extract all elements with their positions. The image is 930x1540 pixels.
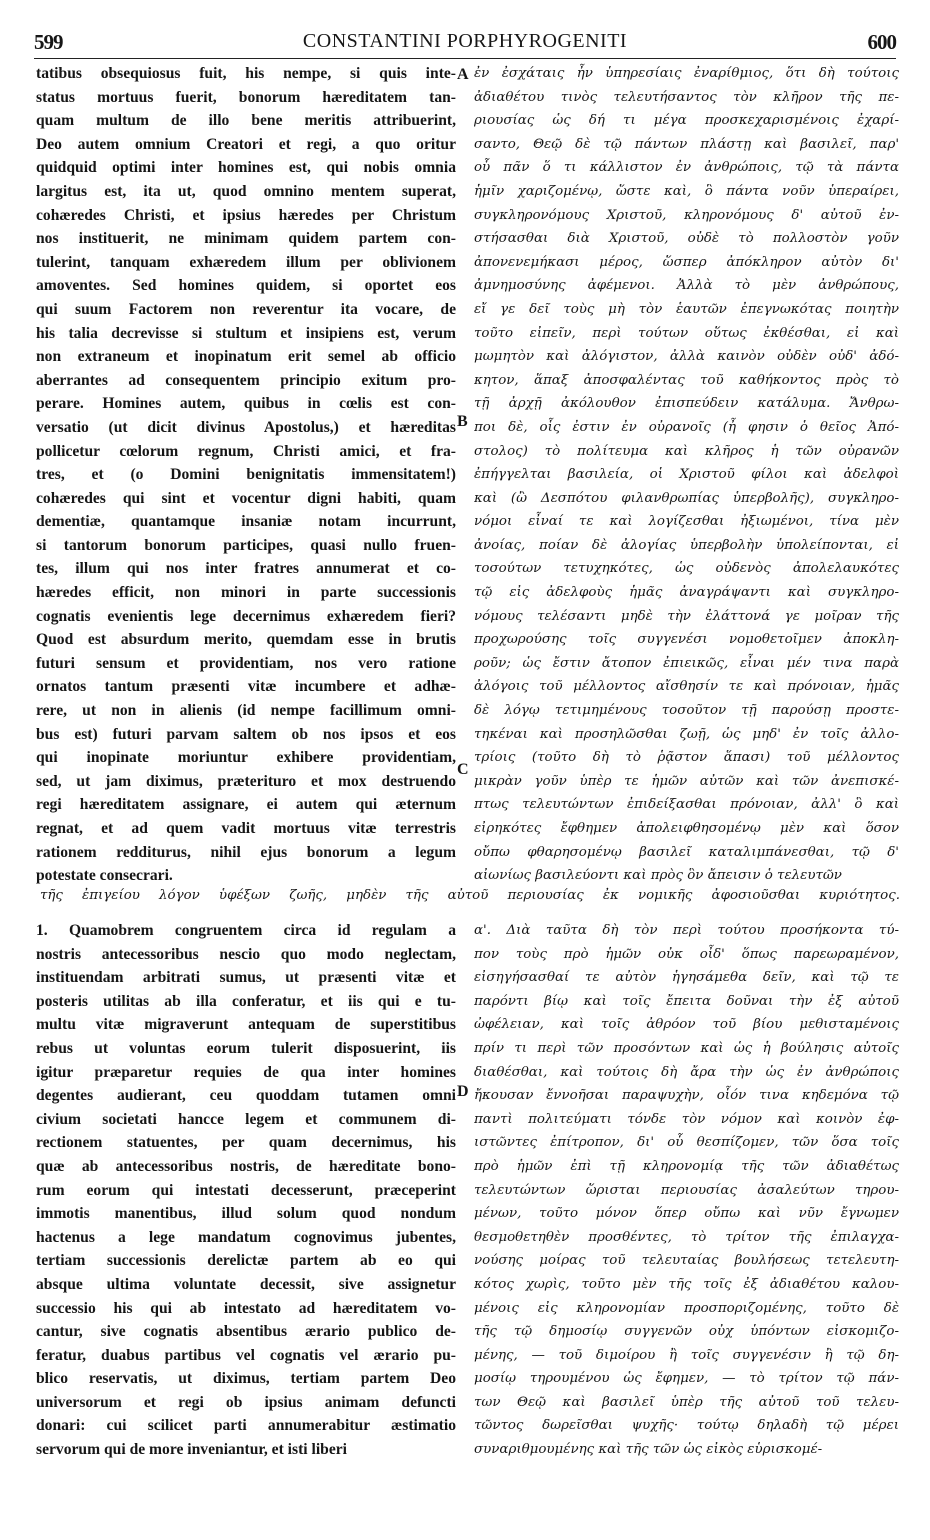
text-line: τρίοις (τοῦτο δὴ τὸ ῥᾷστον ἅπασι) τοῦ μέλλοντος	[474, 750, 899, 766]
text-line: aberrantes ad consequentem principio exitum pro-	[36, 371, 456, 389]
text-line: ἀδιαθέτου τινὸς τελευτήσαντος τὸν κλῆρον τῆς πε-	[474, 89, 899, 105]
text-line: dementiæ, quantamque insaniæ notam incurrunt,	[36, 513, 456, 531]
text-line: rectionem statuentes, per quam decernimus, his	[36, 1134, 456, 1152]
text-line: versatio (ut dicit divinus Apostolus,) et hæreditas	[36, 418, 456, 436]
text-line: posteris utilitas ab illa conferatur, et iis qui e tu-	[36, 992, 456, 1010]
text-line: donari: cui scilicet parti annumerabitur æstimatio	[36, 1417, 456, 1435]
text-line: qui inopinate moriuntur exhibere providentiam,	[36, 749, 456, 767]
text-line: Quod est absurdum merito, quemdam esse in brutis	[36, 631, 456, 649]
text-line: ἀπονενεμήκασι μέρος, ὥσπερ ἀπόκληρον αὐτὸν δι'	[474, 254, 899, 270]
text-line: πρίν τι περὶ τῶν προσόντων καὶ ὡς ἡ βούλησις αὐτοῖς	[474, 1040, 899, 1056]
text-line: νόμοι εἶναί τε καὶ λογίζεσθαι ἠξιωμένοι, τίνα μὲν	[474, 514, 899, 530]
text-line: regnat, et ad quem vadit mortuus vitæ terrestris	[36, 820, 456, 837]
text-line: tertiam successionis derelictæ partem ab eo qui	[36, 1252, 456, 1270]
text-line: ἀλόγοις τοῦ μέλλοντος αἴσθησίν τε καὶ πρόνοιαν, ἡμᾶς	[474, 679, 899, 695]
text-line: πτως τελευτώντων ἐπιδείξασθαι πρόνοιαν, ἀλλ' ὃ καὶ	[474, 797, 899, 813]
text-line: κητον, ἅπαξ ἀποσφαλέντας τοῦ καθήκοντος πρὸς τὸ	[474, 372, 899, 388]
text-line: εἴ γε δεῖ τοὺς μὴ τὸν ἑαυτῶν ἐπεγνωκότας ποιητὴν	[474, 301, 899, 317]
text-line: οὔπω φθαρησομένῳ βασιλεῖ καταλιμπάνεσθαι, τῷ δ'	[474, 844, 899, 860]
text-line: πρὸ ἡμῶν ἐπὶ τῇ κληρονομίᾳ τῆς τῶν ἀδιαθέτως	[474, 1158, 899, 1174]
text-line: ἤκουσαν ἔννοῆσαι παραψυχὴν, οἷόν τινα κηδεμόνα τῷ	[474, 1088, 899, 1104]
greek-column-bottom	[474, 919, 899, 1462]
text-line: multu vitæ migraverunt antequam de superstitibus	[36, 1016, 456, 1034]
text-line: servorum qui de more inveniantur, et isti liberi	[36, 1441, 347, 1459]
text-line: absque ultima voluntate decessit, sive assignetur	[36, 1275, 456, 1293]
margin-marker-d: D	[457, 1083, 469, 1100]
text-line: τῆς τῷ δημοσίῳ συγγενῶν οὐχ ὑπόντων εἰσκομιζο-	[474, 1324, 899, 1340]
header-rule	[34, 58, 896, 59]
text-line: τῶντος δωρεῖσθαι ψυχῆς· τούτῳ δηλαδὴ τῷ μέρει	[474, 1418, 899, 1434]
text-line: των Θεῷ καὶ βασιλεῖ ὑπὲρ τῆς αὐτοῦ τοῦ τελευ-	[474, 1394, 899, 1410]
text-line: πον τοὺς πρὸ ἡμῶν οὐκ οἶδ' ὅπως παρεωραμένον,	[474, 946, 899, 962]
text-line: συναριθμουμένης καὶ τῆς τῶν ὡς εἰκὸς εὑρισκομέ-	[474, 1442, 823, 1458]
text-line: μένοις εἰς κληρονομίαν προσποριζομένης, τοῦτο δὲ	[474, 1300, 899, 1316]
page-number-right: 600	[867, 30, 896, 54]
text-line: νόμους τελέσαντι μηδὲ τὴν ἐλάττονά γε μοῖραν τῆς	[474, 608, 899, 624]
text-line: μοσίῳ τηρουμένου ὡς ἔφημεν, — τὸ τρίτον τῷ πάν-	[474, 1371, 899, 1387]
text-line: τοσούτων τετυχηκότες, ὡς οὐδενὸς ἀπολελαυκότες	[474, 561, 899, 577]
text-line: οὗ πᾶν ὅ τι κάλλιστον ἐν ἀνθρώποις, τῷ τὰ πάντα	[474, 160, 899, 176]
text-line: τῷ εἰς ἀδελφοὺς ἡμᾶς ἀναγράψαντι καὶ συγκληρο-	[474, 585, 899, 601]
text-line: perare. Homines autem, quibus in cœlis est con-	[36, 395, 456, 413]
page-number-left: 599	[34, 30, 63, 54]
text-line: non extraneum et inopinatum erit semel ab officio	[36, 348, 456, 366]
text-line: ἀμνημοσύνης ἀφέμενοι. Ἀλλὰ τὸ μὲν ἀνθρώπους,	[474, 278, 899, 294]
text-line: τῇ ἀρχῇ ἀκόλουθον ἐπισπεύδειν κατάλυμα. Ἄνθρω-	[474, 396, 899, 412]
text-line: status mortuus fuerit, bonorum hæreditatem tan-	[36, 88, 456, 106]
text-line: μωμητὸν καὶ ἀλόγιστον, ἀλλὰ καινὸν οὐδὲν οὐδ' ἀδό-	[474, 349, 899, 365]
text-line: potestate consecrari.	[36, 867, 173, 885]
text-line: igitur præparetur requies de qua inter homines	[36, 1063, 456, 1081]
text-line: ποι δὲ, οἷς ἐστιν ἐν οὐρανοῖς (ἦ φησιν ὁ θεῖος Ἀπό-	[474, 419, 899, 435]
text-line: tres, et (o Domini benignitatis immensitatem!)	[36, 466, 456, 484]
text-line: si tantorum bonorum participes, quasi nullo fruen-	[36, 536, 456, 554]
text-line: αἰωνίως βασιλεύοντι καὶ πρὸς ὃν ἄπεισιν ὁ τελευτῶν	[474, 868, 842, 884]
text-line: quæ ab antecessoribus nostris, de hæreditate bono-	[36, 1157, 456, 1175]
text-line: τελευτώντων ὥρισται περιουσίας ἀσαλεύτων τηρου-	[474, 1182, 899, 1198]
text-line: tes, illum qui nos inter fratres annumerat et co-	[36, 560, 456, 578]
text-line: εἰσηγήσασθαί τε αὐτὸν ἡγησάμεθα δεῖν, καὶ τῷ τε	[474, 970, 899, 986]
text-line: rere, ut non in alienis (id nempe facillimum omni-	[36, 702, 456, 720]
text-line: μένης, — τοῦ διμοίρου ἢ τοῖς συγγενέσιν ἢ τῷ δη-	[474, 1347, 899, 1363]
text-line: instituendam arbitrati sumus, ut præsenti vitæ et	[36, 969, 456, 987]
text-line: sed, ut jam diximus, præterituro et mox destruendo	[36, 772, 456, 790]
text-line: τηκέναι καὶ προσηλῶσθαι ζωῇ, ὡς μηδ' ἐν τοῖς ἀλλο-	[474, 726, 899, 742]
margin-marker-b: B	[457, 413, 468, 430]
text-line: παντὶ πολιτεύματι τόνδε τὸν νόμον καὶ κοινὸν ἐφ-	[474, 1111, 899, 1127]
text-line: universorum et regi ob ipsius animam defuncti	[36, 1393, 456, 1411]
text-line: μένων, τοῦτο μόνον ὅπερ οὔπω καὶ νῦν ἔγνωμεν	[474, 1206, 899, 1222]
text-line: ὠφέλειαν, καὶ τοῖς ἀθρόον τοῦ βίου μεθισταμένοις	[474, 1017, 899, 1033]
text-line: degentes audierant, ceu quoddam tutamen omni	[36, 1087, 456, 1105]
text-line: quam multum de illo bene meritis attribuerint,	[36, 112, 456, 130]
text-line: ornatos tantum præsenti vitæ incumbere et adhæ-	[36, 678, 456, 696]
text-line: hactenus a lege mandatum cognovimus jubentes,	[36, 1228, 456, 1246]
text-line: tatibus obsequiosus fuit, his nempe, si quis inte-	[36, 65, 456, 82]
text-line: blico reservatis, ut diximus, tertiam partem Deo	[36, 1370, 456, 1388]
greek-column-top	[474, 62, 899, 888]
text-line: διαθέσθαι, καὶ τούτοις δὴ ἄρα τὴν ὡς ἐν ἀνθρώποις	[474, 1064, 899, 1080]
text-line: feratur, duabus partibus vel cognatis vel ærario pu-	[36, 1346, 456, 1364]
text-line: rebus ut voluntas eorum tulerit disposuerint, iis	[36, 1039, 456, 1057]
text-line: his talia decrevisse si stultum et insipiens est, verum	[36, 324, 456, 342]
text-line: futuri sensum et providentiam, nos vero ratione	[36, 654, 456, 672]
text-line: regi hæreditatem assignare, ei autem qui æternum	[36, 796, 456, 814]
text-line: rationem redditurus, nihil ejus bonorum a legum	[36, 843, 456, 861]
text-line: cantur, sive cognatis absentibus ærario publico de-	[36, 1323, 456, 1341]
text-line: pollicetur cœlorum regnum, Christi amici, et fra-	[36, 442, 456, 460]
text-line: συγκληρονόμους Χριστοῦ, κληρονόμους δ' αὐτοῦ ἐν-	[474, 207, 899, 223]
text-line: ροῦν; ὡς ἔστιν ἄτοπον ἐπιεικῶς, εἶναι μέν τινα παρὰ	[474, 655, 899, 671]
greek-full-width-line: τῆς ἐπιγείου λόγον ὑφέξων ζωῆς, μηδὲν τῆς αὐτοῦ περιουσίας ἐκ νομικῆς ἀφοσιοῦσθαι κυριότητος.	[40, 888, 900, 903]
margin-marker-a: A	[457, 66, 469, 83]
page-header	[34, 30, 896, 58]
text-line: θεσμοθετηθὲν προσθέντες, τὸ τρίτον τῆς ἐπιλαγχα-	[474, 1229, 899, 1245]
text-line: προχωρούσης τοῖς συγγενέσι νομοθετοῖμεν ἀποκλη-	[474, 632, 899, 648]
text-line: qui suum Factorem non reverentur ita vocare, de	[36, 300, 456, 318]
text-line: hæredes efficit, non minori in parte successionis	[36, 584, 456, 602]
text-line: μικρὰν γοῦν ὑπὲρ τε ἡμῶν αὐτῶν καὶ τῶν ἀνεπισκέ-	[474, 773, 899, 789]
text-line: rum eorum qui intestati decesserunt, præceperint	[36, 1181, 456, 1199]
text-line: Deo autem omnium Creatori et regi, a quo oritur	[36, 135, 456, 153]
text-line: ἐπήγγελται βασιλεία, οἱ Χριστοῦ φίλοι καὶ ἀδελφοὶ	[474, 467, 899, 483]
text-line: τοῦτο εἰπεῖν, περὶ τούτων οὕτως ἐκθέσθαι, εἰ καὶ	[474, 325, 899, 341]
text-line: immotis manentibus, illud solum quod nondum	[36, 1205, 456, 1223]
text-line: ιστῶντες ἐπίτροπον, δι' οὗ θεσπίζομεν, τῶν ὅσα τοῖς	[474, 1135, 899, 1151]
text-line: civium societati hancce legem et communem di-	[36, 1110, 456, 1128]
text-line: παρόντι βίῳ καὶ τοῖς ἔπειτα δοῦναι τὴν ἐξ αὐτοῦ	[474, 993, 899, 1009]
text-line: εἰρηκότες ἔφθημεν ἀπολειφθησομένῳ μὲν καὶ ὅσον	[474, 821, 899, 836]
text-line: α'. Διὰ ταῦτα δὴ τὸν περὶ τούτου προσήκοντα τύ-	[474, 923, 899, 938]
text-line: σαντο, Θεῷ δὲ τῷ πάντων πλάστῃ καὶ βασιλεῖ, παρ'	[474, 136, 899, 152]
text-line: cohæredes qui sint et vocentur digni habiti, quam	[36, 489, 456, 507]
text-line: quidquid optimi inter homines est, qui nobis omnia	[36, 159, 456, 177]
text-line: nostris antecessoribus nescio quo modo neglectam,	[36, 945, 456, 963]
text-line: στολος) τὸ πολίτευμα καὶ κλῆρος ἡ τῶν οὐρανῶν	[474, 443, 899, 459]
latin-column-bottom	[36, 919, 456, 1462]
latin-column-top	[36, 62, 456, 888]
text-line: ἀνοίας, ποίαν δὲ ἀλογίας ὑπερβολὴν ὑπολείπονται, εἰ	[474, 537, 899, 553]
text-line: ἡμῖν χαριζομένῳ, ὥστε καὶ, ὃ πάντα νοῦν ὑπεραίρει,	[474, 183, 899, 199]
text-line: tulerint, tanquam exhæredem illum per oblivionem	[36, 253, 456, 271]
margin-marker-c: C	[457, 761, 469, 778]
text-line: nos instituerit, ne minimam quidem partem con-	[36, 230, 456, 248]
text-line: successio his qui ab intestato ad hæreditatem vo-	[36, 1299, 456, 1317]
text-line: largitus est, ita ut, quod omnino mentem superat,	[36, 182, 456, 200]
text-line: στήσασθαι διὰ Χριστοῦ, οὐδὲ τὸ πολλοστὸν γοῦν	[474, 231, 899, 247]
text-line: νούσης μοίρας τοῦ τελευταίας βουλήσεως τετελευτη-	[474, 1253, 899, 1269]
running-title: CONSTANTINI PORPHYROGENITI	[302, 30, 628, 52]
text-line: bus est) futuri parvam saltem ob nos ipsos et eos	[36, 725, 456, 743]
text-line: cognatis evenientis lege decernimus exhæredem fieri?	[36, 607, 456, 625]
text-line: κότος χωρὶς, τοῦτο μὲν τῆς τοῖς ἐξ ἀδιαθέτου καλου-	[474, 1276, 899, 1292]
text-line: δὲ λόγῳ τετιμημένους τοσοῦτον τῇ παρούσῃ προστε-	[474, 703, 899, 719]
text-line: 1. Quamobrem congruentem circa id regulam a	[36, 922, 456, 939]
text-line: cohæredes Christi, et ipsius hæredes per Christum	[36, 206, 456, 224]
text-line: ριουσίας ὡς δή τι μέγα προσκεχαρισμένοις ἐχαρί-	[474, 113, 899, 129]
text-line: καὶ (ὢ Δεσπότου φιλανθρωπίας ὑπερβολῆς), συγκληρο-	[474, 490, 899, 506]
text-line: ἐν ἐσχάταις ἦν ὑπηρεσίαις ἐναρίθμιος, ὅτι δὴ τούτοις	[474, 66, 899, 81]
text-line: amoventes. Sed homines quidem, si oportet eos	[36, 277, 456, 295]
